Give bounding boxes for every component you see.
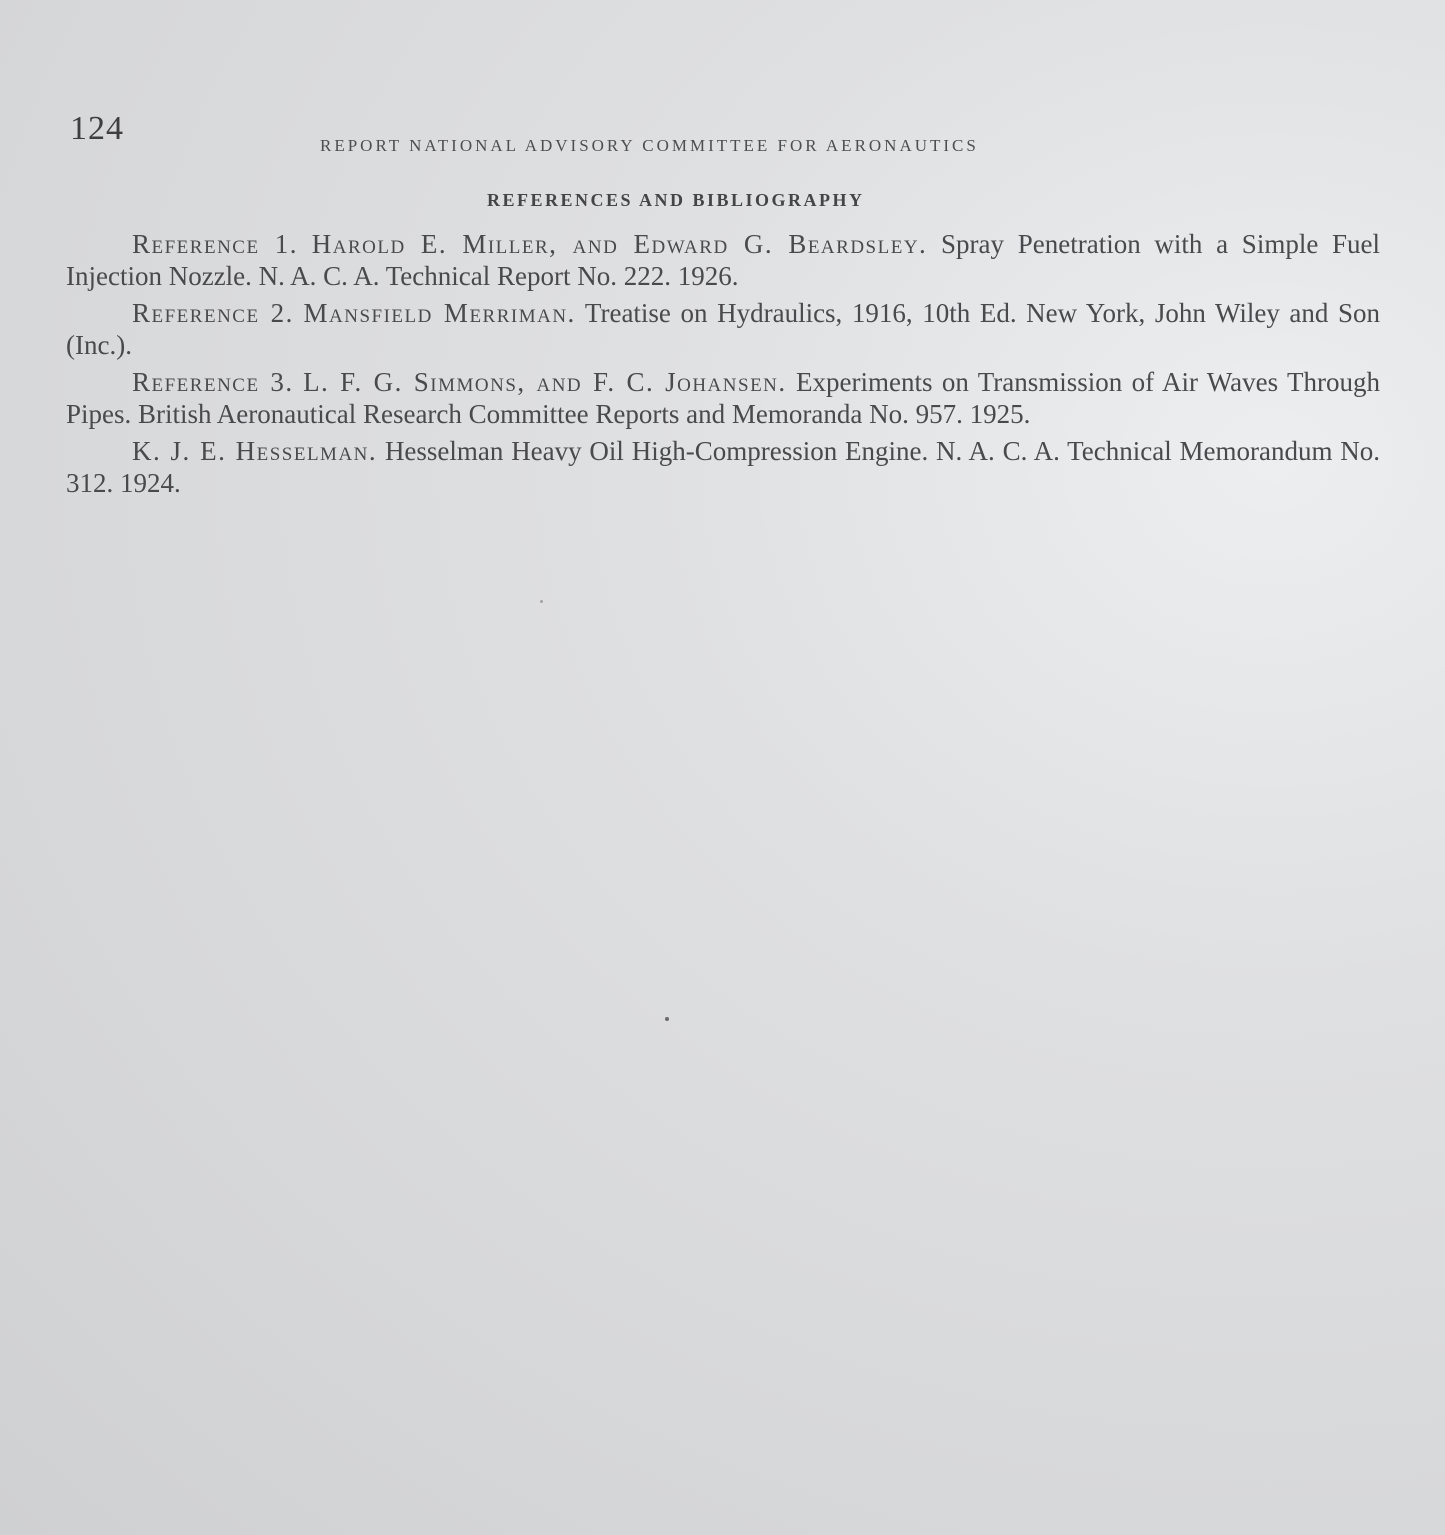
reference-entry [66,228,1380,292]
paper-speck [665,1017,669,1021]
section-title: REFERENCES AND BIBLIOGRAPHY [487,190,865,210]
running-head: REPORT NATIONAL ADVISORY COMMITTEE FOR AERONAUTICS [320,136,979,155]
reference-text: Hesselman Heavy Oil High-Compression Engine. N. A. C. A. Technical Memorandum No. 312. 1924. [66,436,1380,498]
reference-authors: Harold E. Miller, and Edward G. Beardsley. [311,229,928,259]
reference-authors: K. J. E. Hesselman. [132,436,378,466]
reference-entry [66,435,1380,499]
reference-label: Reference 3. [132,367,294,397]
reference-entry [66,366,1380,430]
reference-authors: L. F. G. Simmons, and F. C. Johansen. [303,367,787,397]
paper-speck [540,600,543,603]
reference-list [66,228,1380,504]
reference-text: Experiments on Transmission of Air Waves Through Pipes. British Aeronautical Research Committee Reports and Memoranda No. 957. 1925. [66,367,1381,429]
reference-authors: Mansfield Merriman. [303,298,576,328]
reference-label: Reference 1. [132,229,299,259]
reference-text: Treatise on Hydraulics, 1916, 10th Ed. New York, John Wiley and Son (Inc.). [66,298,1381,360]
reference-label: Reference 2. [132,298,294,328]
reference-text: Spray Penetration with a Simple Fuel Injection Nozzle. N. A. C. A. Technical Report No. 222. 1926. [66,229,1381,291]
page-number: 124 [70,110,124,147]
reference-entry [66,297,1380,361]
